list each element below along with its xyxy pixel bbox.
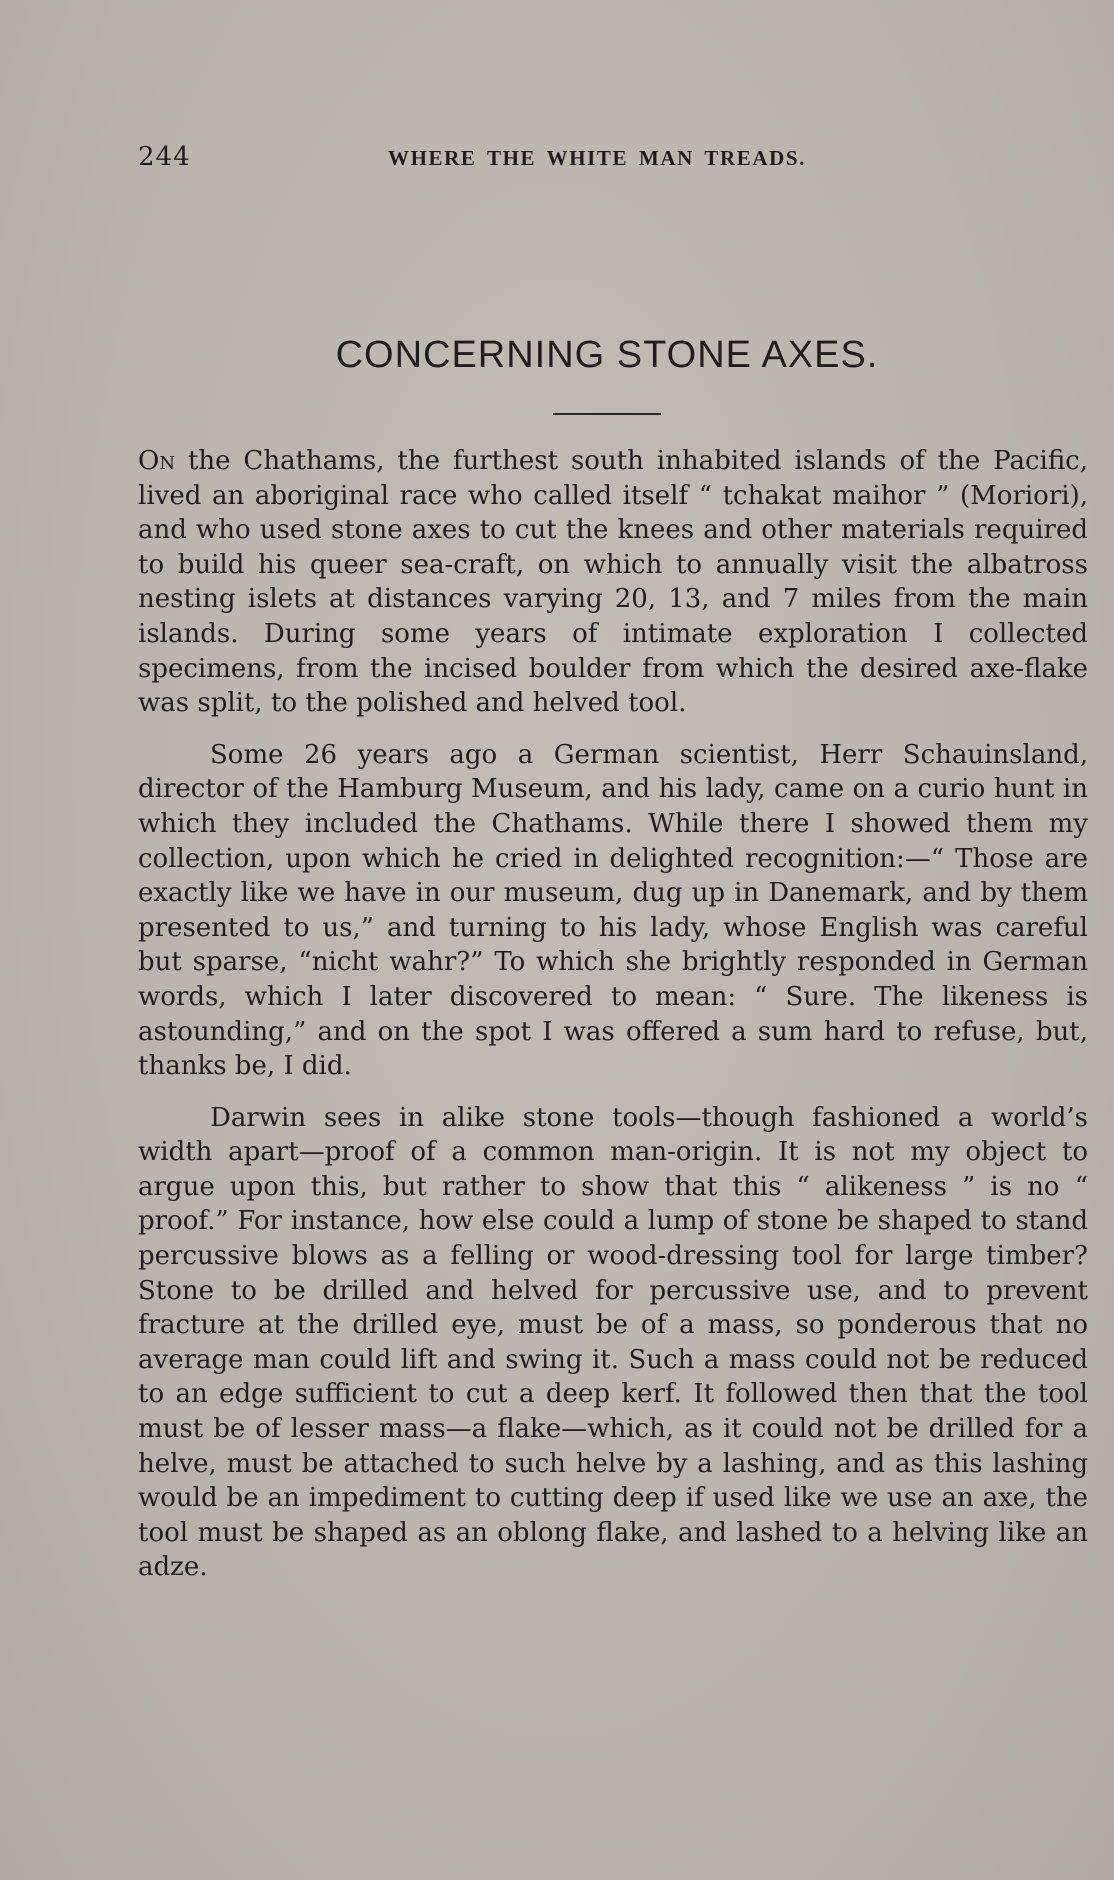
paragraph-1-lead: On: [138, 446, 176, 476]
paragraph-1: [138, 444, 1088, 721]
running-head: [138, 142, 1088, 172]
title-rule-divider: [553, 413, 661, 415]
page-number: 244: [138, 142, 191, 172]
chapter-title: CONCERNING STONE AXES.: [335, 334, 879, 376]
running-title: WHERE THE WHITE MAN TREADS.: [388, 146, 807, 170]
paragraph-1-text: the Chathams, the furthest south inhabited islands of the Pacific, lived an aboriginal race who called itself “ tchakat maihor ” (Moriori), and who used stone axes to cut the knees and other materials required to build his queer sea-craft, on which to annually visit the albatross nesting islets at distances varying 20, 13, and 7 miles from the main islands. During some years of intimate exploration I collected specimens, from the incised boulder from which the desired axe-flake was split, to the polished and helved tool.: [138, 446, 1088, 719]
body-text: [138, 444, 1088, 1602]
paragraph-2: Some 26 years ago a German scientist, Herr Schauinsland, director of the Hamburg Museum, and his lady, came on a curio hunt in which they included the Chathams. While there I showed them my collection, upon which he cried in delighted recognition:—“ Those are exactly like we have in our museum, dug up in Danemark, and by them presented to us,” and turning to his lady, whose English was careful but sparse, “nicht wahr?” To which she brightly responded in German words, which I later discovered to mean: “ Sure. The likeness is astounding,” and on the spot I was offered a sum hard to refuse, but, thanks be, I did.: [138, 739, 1088, 1082]
paragraph-3: Darwin sees in alike stone tools—though fashioned a world’s width apart—proof of a common man-origin. It is not my object to argue upon this, but rather to show that this “ alikeness ” is no “ proof.” For instance, how else could a lump of stone be shaped to stand percussive blows as a felling or wood-dressing tool for large timber? Stone to be drilled and helved for percussive use, and to prevent fracture at the drilled eye, must be of a mass, so ponderous that no average man could lift and swing it. Such a mass could not be reduced to an edge sufficient to cut a deep kerf. It followed then that the tool must be of lesser mass—a flake—which, as it could not be drilled for a helve, must be attached to such helve by a lashing, and as this lashing would be an impediment to cutting deep if used like we use an axe, the tool must be shaped as an oblong flake, and lashed to a helving like an adze.: [138, 1102, 1088, 1583]
